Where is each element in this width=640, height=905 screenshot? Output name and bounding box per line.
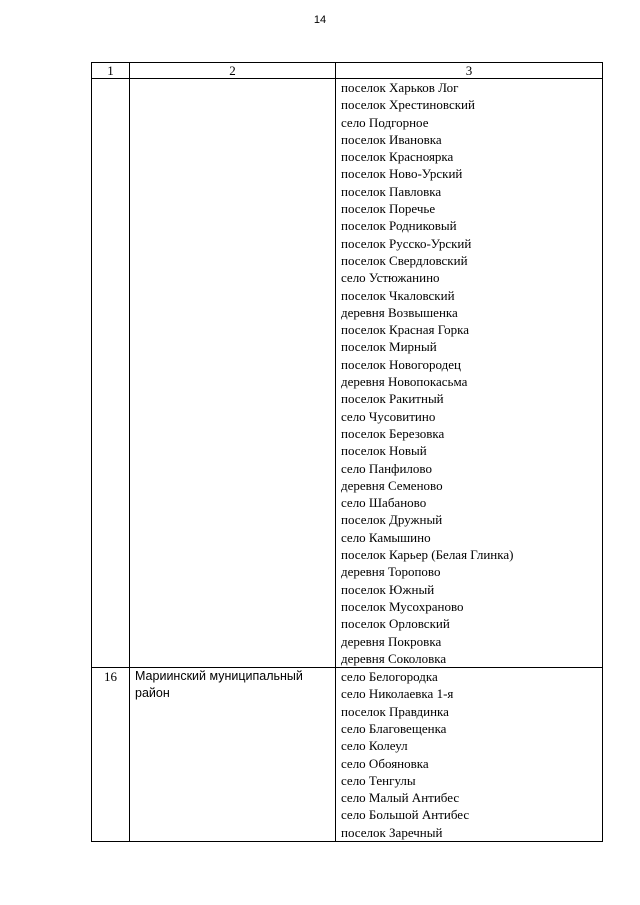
district-cell [130,668,336,842]
settlement-name: поселок Мусохраново [341,598,464,614]
settlement-name: поселок Новый [341,443,427,459]
settlement-name: поселок Березовка [341,425,445,441]
settlement-name: поселок Русско-Урский [341,235,472,251]
settlement-name: село Панфилово [341,460,432,476]
district-cell [130,79,336,668]
settlement-name: поселок Мирный [341,339,437,355]
settlement-name: село Шабаново [341,495,427,511]
table-row [92,668,603,842]
row-number [92,79,130,668]
settlement-name: поселок Ивановка [341,131,442,147]
settlement-name: поселок Родниковый [341,218,457,234]
settlement-name: поселок Дружный [341,512,443,528]
settlement-name: поселок Ракитный [341,391,444,407]
column-header-settlements: 3 [336,63,603,79]
settlements-table [91,62,603,842]
settlement-name: деревня Покровка [341,633,442,649]
settlement-name: деревня Торопово [341,564,441,580]
settlement-name: село Чусовитино [341,408,436,424]
settlement-name: поселок Хрестиновский [341,97,475,113]
page-number: 14 [313,14,327,26]
settlement-name: село Большой Антибес [341,807,470,823]
settlement-name: деревня Соколовка [341,650,447,666]
settlement-name: поселок Карьер (Белая Глинка) [341,547,514,563]
column-header-number: 1 [92,63,130,79]
district-name-line: Мариинский муниципальный [135,669,303,684]
settlements-cell [336,668,603,842]
settlements-cell [336,79,603,668]
settlement-name: поселок Свердловский [341,252,468,268]
settlement-name: село Камышино [341,529,431,545]
settlement-name: поселок Харьков Лог [341,80,459,95]
settlement-name: поселок Орловский [341,616,450,632]
column-header-district: 2 [130,63,336,79]
settlement-name: деревня Новопокасьма [341,374,468,390]
settlement-name: поселок Красная Горка [341,322,469,338]
settlement-name: село Благовещенка [341,720,447,736]
settlement-name: деревня Семеново [341,477,443,493]
settlement-name: село Подгорное [341,114,429,130]
settlement-name: село Малый Антибес [341,790,460,806]
settlement-name: поселок Правдинка [341,703,449,719]
settlement-name: село Колеул [341,738,408,754]
settlement-name: деревня Возвышенка [341,304,458,320]
settlement-name: поселок Чкаловский [341,287,455,303]
settlement-name: поселок Заречный [341,824,443,840]
settlement-name: село Обояновка [341,755,429,771]
settlement-name: поселок Поречье [341,201,436,217]
settlement-name: поселок Южный [341,581,435,597]
row-number: 16 [92,668,130,842]
header-row [92,63,603,79]
settlement-name: поселок Красноярка [341,149,454,165]
table-row [92,79,603,668]
settlement-name: село Тенгулы [341,772,416,788]
settlement-name: поселок Ново-Урский [341,166,463,182]
district-name-line: район [135,686,170,701]
settlement-name: село Белогородка [341,669,438,685]
settlement-name: поселок Павловка [341,183,442,199]
settlement-name: село Николаевка 1-я [341,686,454,702]
settlement-name: поселок Новогородец [341,356,461,372]
settlement-name: село Устюжанино [341,270,440,286]
